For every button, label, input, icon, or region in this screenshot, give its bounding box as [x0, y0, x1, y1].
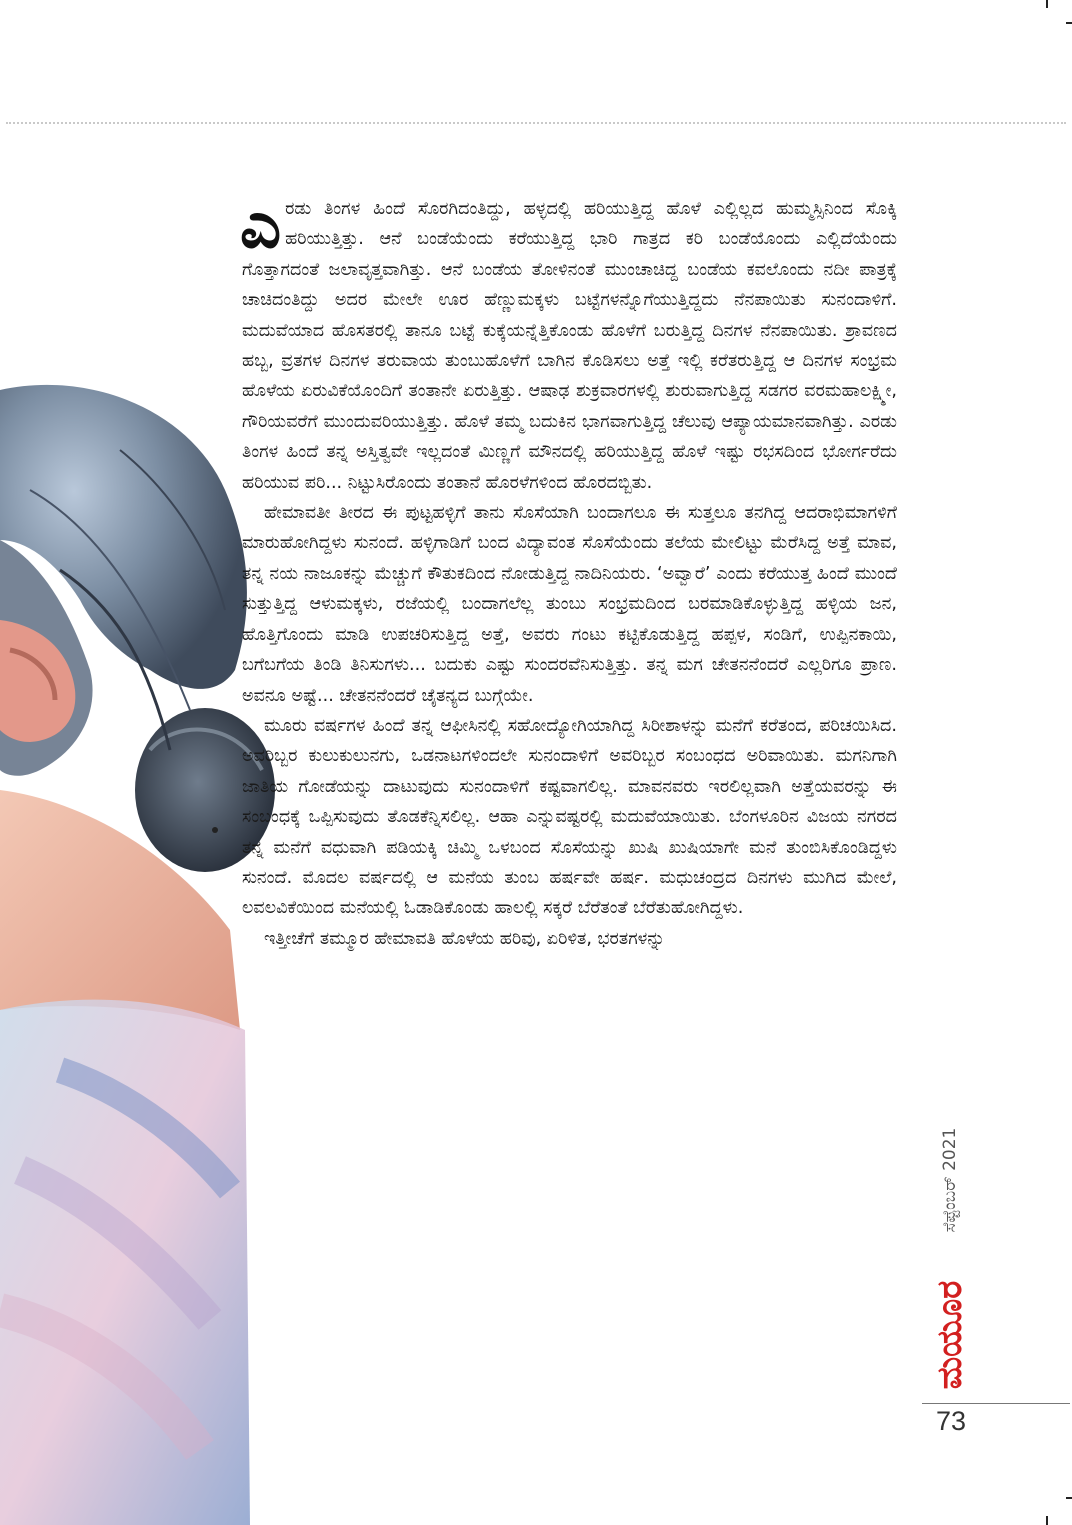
article-paragraph [240, 188, 897, 498]
article-paragraph: ಇತ್ತೀಚೆಗೆ ತಮ್ಮೂರ ಹೇಮಾವತಿ ಹೊಳೆಯ ಹರಿವು, ಏರಿಳಿತ, ಭರತಗಳನ್ನು [264, 928, 666, 949]
page-number: 73 [936, 1406, 967, 1436]
paragraph-text: ರಡು ತಿಂಗಳ ಹಿಂದೆ ಸೊರಗಿದಂತಿದ್ದು, ಹಳ್ಳದಲ್ಲಿ ಹರಿಯುತ್ತಿದ್ದ ಹೊಳೆ ಎಲ್ಲಿಲ್ಲದ ಹುಮ್ಮಸ್ಸಿನಿಂದ ಸೊಕ್ಕಿ ಹರಿಯುತ್ತಿತ್ತು. ಆನೆ ಬಂಡೆಯೆಂದು ಕರೆಯುತ್ತಿದ್ದ ಭಾರಿ ಗಾತ್ರದ ಕರಿ ಬಂಡೆಯೊಂದು ಎಲ್ಲಿದೆಯೆಂದು ಗೊತ್ತಾಗದಂತೆ ಜಲಾವೃತ್ತವಾಗಿತ್ತು. ಆನೆ ಬಂಡೆಯ ತೋಳಿನಂತೆ ಮುಂಚಾಚಿದ್ದ ಬಂಡೆಯ ಕವಲೊಂದು ನದೀ ಪಾತ್ರಕ್ಕೆ ಚಾಚಿದಂತಿದ್ದು ಅದರ ಮೇಲೇ ಊರ ಹೆಣ್ಣುಮಕ್ಕಳು ಬಟ್ಟೆಗಳನ್ನೊಗೆಯುತ್ತಿದ್ದದು ನೆನಪಾಯಿತು ಸುನಂದಾಳಿಗೆ. ಮದುವೆಯಾದ ಹೊಸತರಲ್ಲಿ ತಾನೂ ಬಟ್ಟೆ ಕುಕ್ಕೆಯನ್ನೆತ್ತಿಕೊಂಡು ಹೊಳೆಗೆ ಬರುತ್ತಿದ್ದ ದಿನಗಳ ನೆನಪಾಯಿತು. ಶ್ರಾವಣದ ಹಬ್ಬ, ವ್ರತಗಳ ದಿನಗಳ ತರುವಾಯ ತುಂಬುಹೊಳೆಗೆ ಬಾಗಿನ ಕೊಡಿಸಲು ಅತ್ತೆ ಇಲ್ಲಿ ಕರೆತರುತ್ತಿದ್ದ ಆ ದಿನಗಳ ಸಂಭ್ರಮ ಹೊಳೆಯ ಏರುವಿಕೆಯೊಂದಿಗೆ ತಂತಾನೇ ಏರುತ್ತಿತ್ತು. ಆಷಾಢ ಶುಕ್ರವಾರಗಳಲ್ಲಿ ಶುರುವಾಗುತ್ತಿದ್ದ ಸಡಗರ ವರಮಹಾಲಕ್ಷ್ಮೀ, ಗೌರಿಯವರೆಗೆ ಮುಂದುವರಿಯುತ್ತಿತ್ತು. ಹೊಳೆ ತಮ್ಮ ಬದುಕಿನ ಭಾಗವಾಗುತ್ತಿದ್ದ ಚೆಲುವು ಆಪ್ಯಾಯಮಾನವಾಗಿತ್ತು. ಎರಡು ತಿಂಗಳ ಹಿಂದೆ ತನ್ನ ಅಸ್ತಿತ್ವವೇ ಇಲ್ಲದಂತೆ ಮಿಣ್ಣಗೆ ಮೌನದಲ್ಲಿ ಹರಿಯುತ್ತಿದ್ದ ಹೊಳೆ ಇಷ್ಟು ರಭಸದಿಂದ ಭೋರ್ಗರೆದು ಹರಿಯುವ ಪರಿ... ನಿಟ್ಟುಸಿರೊಂದು ತಂತಾನೆ ಹೊರಳೆಗಳಿಂದ ಹೊರದಬ್ಬಿತು. [242, 199, 897, 493]
drop-cap: ಎ [240, 188, 282, 263]
issue-date [930, 1095, 970, 1265]
magazine-logo-text: ಮಯೂರ [930, 1280, 970, 1390]
magazine-logo [928, 1280, 972, 1390]
crop-mark-bottom [1046, 1516, 1048, 1525]
article-paragraph: ಮೂರು ವರ್ಷಗಳ ಹಿಂದೆ ತನ್ನ ಆಫೀಸಿನಲ್ಲಿ ಸಹೋದ್ಯೋಗಿಯಾಗಿದ್ದ ಸಿರೀಶಾಳನ್ನು ಮನೆಗೆ ಕರೆತಂದ, ಪರಿಚಯಿಸಿದ. ಅವರಿಬ್ಬರ ಕುಲುಕುಲುನಗು, ಒಡನಾಟಗಳಿಂದಲೇ ಸುನಂದಾಳಿಗೆ ಅವರಿಬ್ಬರ ಸಂಬಂಧದ ಅರಿವಾಯಿತು. ಮಗನಿಗಾಗಿ ಜಾತಿಯ ಗೋಡೆಯನ್ನು ದಾಟುವುದು ಸುನಂದಾಳಿಗೆ ಕಷ್ಟವಾಗಲಿಲ್ಲ. ಮಾವನವರು ಇರಲಿಲ್ಲವಾಗಿ ಅತ್ತೆಯವರನ್ನು ಈ ಸಂಬಂಧಕ್ಕೆ ಒಪ್ಪಿಸುವುದು ತೊಡಕೆನ್ನಿಸಲಿಲ್ಲ. ಆಹಾ ಎನ್ನುವಷ್ಟರಲ್ಲಿ ಮದುವೆಯಾಯಿತು. ಬೆಂಗಳೂರಿನ ವಿಜಯ ನಗರದ ತನ್ನ ಮನೆಗೆ ವಧುವಾಗಿ ಪಡಿಯಕ್ಕಿ ಚಿಮ್ಮಿ ಒಳಬಂದ ಸೊಸೆಯನ್ನು ಖುಷಿ ಖುಷಿಯಾಗೇ ಮನೆ ತುಂಬಿಸಿಕೊಂಡಿದ್ದಳು ಸುನಂದೆ. ಮೊದಲ ವರ್ಷದಲ್ಲಿ ಆ ಮನೆಯ ತುಂಬ ಹರ್ಷವೇ ಹರ್ಷ. ಮಧುಚಂದ್ರದ ದಿನಗಳು ಮುಗಿದ ಮೇಲೆ, ಲವಲವಿಕೆಯಿಂದ ಮನೆಯಲ್ಲಿ ಓಡಾಡಿಕೊಂಡು ಹಾಲಲ್ಲಿ ಸಕ್ಕರೆ ಬೆರೆತಂತೆ ಬೆರೆತುಹೋಗಿದ್ದಳು. [242, 715, 897, 919]
crop-mark-top [1046, 0, 1048, 8]
header-dotted-rule [6, 122, 1066, 124]
article-body [240, 188, 897, 954]
article-paragraph: ಹೇಮಾವತೀ ತೀರದ ಈ ಪುಟ್ಟಹಳ್ಳಿಗೆ ತಾನು ಸೊಸೆಯಾಗಿ ಬಂದಾಗಲೂ ಈ ಸುತ್ತಲೂ ತನಗಿದ್ದ ಆದರಾಭಿಮಾಗಳಿಗೆ ಮಾರುಹೋಗಿದ್ದಳು ಸುನಂದೆ. ಹಳ್ಳಿಗಾಡಿಗೆ ಬಂದ ವಿದ್ಯಾವಂತ ಸೊಸೆಯೆಂದು ತಲೆಯ ಮೇಲಿಟ್ಟು ಮೆರೆಸಿದ್ದ ಅತ್ತೆ ಮಾವ, ತನ್ನ ನಯ ನಾಜೂಕನ್ನು ಮೆಚ್ಚುಗೆ ಕೌತುಕದಿಂದ ನೋಡುತ್ತಿದ್ದ ನಾದಿನಿಯರು. ‘ಅವ್ವಾರೆ’ ಎಂದು ಕರೆಯುತ್ತ ಹಿಂದೆ ಮುಂದೆ ಸುತ್ತುತ್ತಿದ್ದ ಆಳುಮಕ್ಕಳು, ರಜೆಯಲ್ಲಿ ಬಂದಾಗಲೆಲ್ಲ ತುಂಬು ಸಂಭ್ರಮದಿಂದ ಬರಮಾಡಿಕೊಳ್ಳುತ್ತಿದ್ದ ಹಳ್ಳಿಯ ಜನ, ಹೊತ್ತಿಗೊಂದು ಮಾಡಿ ಉಪಚರಿಸುತ್ತಿದ್ದ ಅತ್ತೆ, ಅವರು ಗಂಟು ಕಟ್ಟಿಕೊಡುತ್ತಿದ್ದ ಹಪ್ಪಳ, ಸಂಡಿಗೆ, ಉಪ್ಪಿನಕಾಯಿ, ಬಗೆಬಗೆಯ ತಿಂಡಿ ತಿನಿಸುಗಳು... ಬದುಕು ಎಷ್ಟು ಸುಂದರವೆನಿಸುತ್ತಿತ್ತು. ತನ್ನ ಮಗ ಚೇತನನೆಂದರೆ ಎಲ್ಲರಿಗೂ ಪ್ರಾಣ. ಅವನೂ ಅಷ್ಟೆ... ಚೇತನನೆಂದರೆ ಚೈತನ್ಯದ ಬುಗ್ಗೆಯೇ. [242, 503, 897, 706]
crop-mark-right-bottom [1066, 1497, 1072, 1499]
issue-date-text: ಸೆಪ್ಟೆಂಬರ್ 2021 [940, 1127, 960, 1233]
crop-mark-right-top [1066, 22, 1072, 24]
page-number-rule [922, 1403, 1070, 1404]
